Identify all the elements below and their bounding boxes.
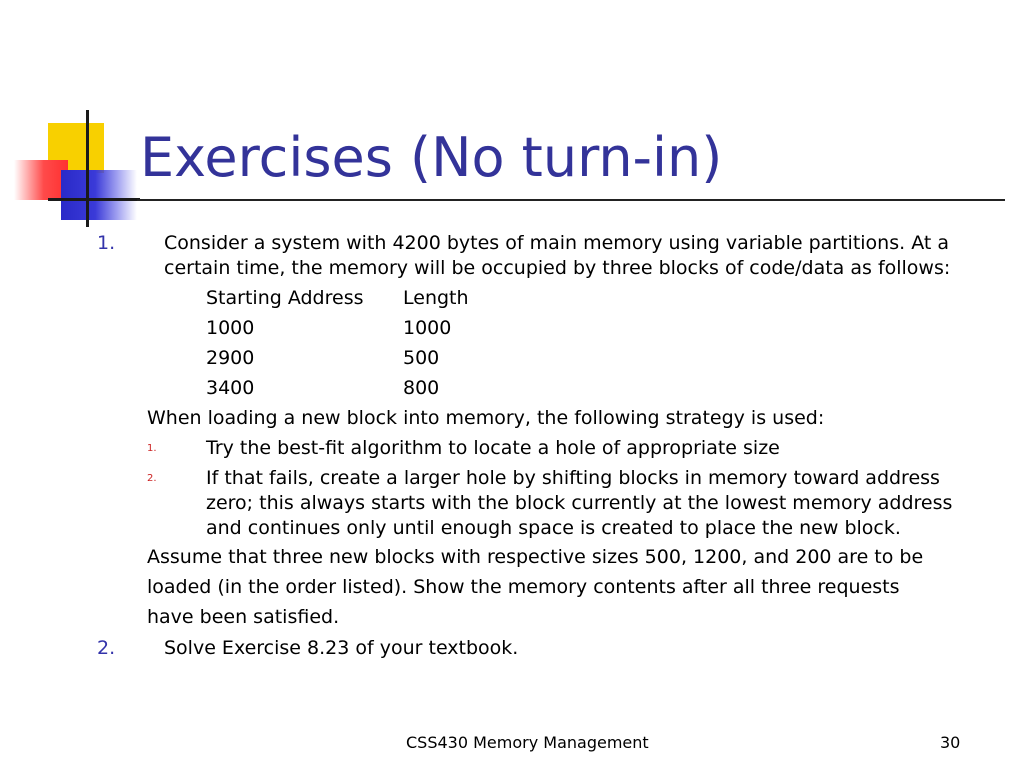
item-1-line-1: Consider a system with 4200 bytes of main memory using variable partitions. At a xyxy=(164,232,950,254)
assume-line-3: have been satisfied. xyxy=(147,606,340,628)
subitem-1-line-1: Try the best-fit algorithm to locate a hole of appropriate size xyxy=(206,437,780,459)
subitem-2-line-1: If that fails, create a larger hole by shifting blocks in memory toward address xyxy=(206,467,940,489)
item-number-2: 2. xyxy=(97,637,116,659)
table-header-length: Length xyxy=(403,287,469,309)
subitem-2-line-2: zero; this always starts with the block currently at the lowest memory address xyxy=(206,492,953,514)
decor-horizontal-line xyxy=(48,198,140,201)
item-2-line-1: Solve Exercise 8.23 of your textbook. xyxy=(164,637,519,659)
decor-vertical-line xyxy=(86,110,89,227)
table-cell-start: 1000 xyxy=(206,317,255,339)
table-cell-length: 800 xyxy=(403,377,440,399)
decor-blue-bar xyxy=(61,170,137,220)
title-underline xyxy=(137,199,1005,201)
footer-course: CSS430 Memory Management xyxy=(406,733,649,752)
subitem-number-1: 1. xyxy=(147,443,157,454)
table-header-start: Starting Address xyxy=(206,287,364,309)
subitem-2-line-3: and continues only until enough space is created to place the new block. xyxy=(206,517,901,539)
decor-red-bar xyxy=(14,160,68,200)
table-cell-length: 1000 xyxy=(403,317,452,339)
assume-line-1: Assume that three new blocks with respective sizes 500, 1200, and 200 are to be xyxy=(147,546,924,568)
subitem-number-2: 2. xyxy=(147,473,157,484)
table-cell-length: 500 xyxy=(403,347,440,369)
item-number-1: 1. xyxy=(97,232,116,254)
footer-page-number: 30 xyxy=(940,733,961,752)
table-cell-start: 2900 xyxy=(206,347,255,369)
strategy-intro: When loading a new block into memory, the following strategy is used: xyxy=(147,407,825,429)
table-cell-start: 3400 xyxy=(206,377,255,399)
item-1-line-2: certain time, the memory will be occupied by three blocks of code/data as follows: xyxy=(164,257,951,279)
slide-title: Exercises (No turn-in) xyxy=(140,126,723,189)
assume-line-2: loaded (in the order listed). Show the memory contents after all three requests xyxy=(147,576,900,598)
